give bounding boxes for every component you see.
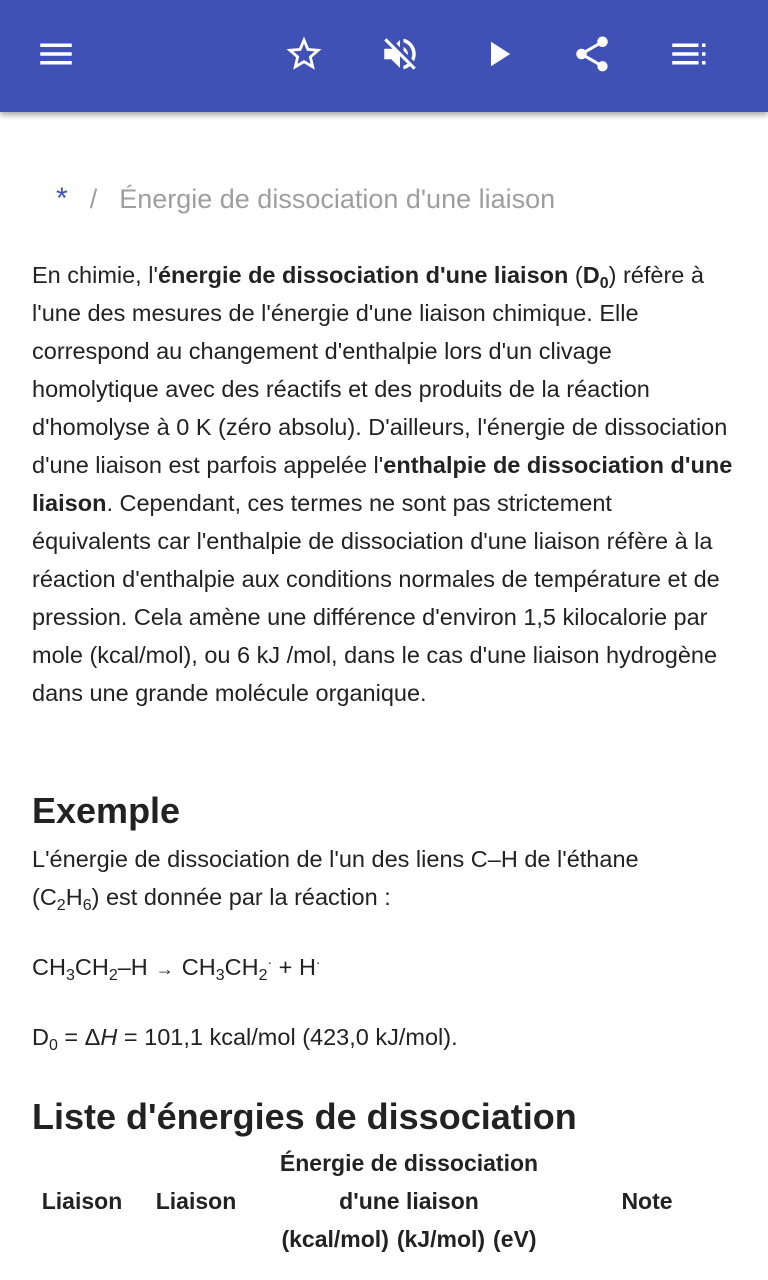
col-liaison-1: Liaison <box>41 1188 123 1214</box>
text-fragment: (C <box>32 884 57 910</box>
dissociation-table <box>32 1142 736 1260</box>
col-note: Note <box>621 1188 673 1214</box>
text-fragment: H <box>65 884 83 910</box>
intro-bold-term: enthalpie de dissociation d'une liaison <box>32 452 733 516</box>
breadcrumb <box>56 182 555 216</box>
example-line-2 <box>32 878 391 916</box>
col-liaison-2: Liaison <box>155 1188 237 1214</box>
col-energy-line-2: d'une liaison <box>339 1188 479 1214</box>
formula-part: CH <box>181 954 216 980</box>
intro-text: ( <box>568 262 583 288</box>
example-heading: Exemple <box>32 790 181 831</box>
intro-text: . Cependant, ces termes ne sont pas strictement équivalents car l'enthalpie de dissociation d'une liaison réfère à la réaction d'enthalpie aux conditions normales de température et de pression. Cela amène une différence d'environ 1,5 kilocalorie par mole (kcal/mol), ou 6 kJ /mol, dans le cas d'une liaison hydrogène dans une grande molécule organique. <box>32 490 720 706</box>
subscript: 2 <box>56 897 66 914</box>
intro-text: En chimie, l' <box>32 262 158 288</box>
mute-button[interactable] <box>372 28 428 84</box>
table-header-row <box>32 1142 736 1260</box>
formula-part: CH <box>32 954 66 980</box>
app-bar <box>0 0 768 112</box>
subscript: 3 <box>215 967 225 984</box>
symbol-d: D <box>582 262 600 288</box>
intro-bold-symbol <box>582 262 609 292</box>
unit-ev: (eV) <box>493 1226 537 1252</box>
formula-part: + H <box>272 954 316 980</box>
hamburger-menu-icon <box>35 33 77 80</box>
subscript: 3 <box>65 967 75 984</box>
formula-italic: H <box>100 1024 118 1050</box>
menu-button[interactable] <box>28 28 84 84</box>
star-outline-icon <box>283 33 325 80</box>
share-button[interactable] <box>564 28 620 84</box>
energy-equation <box>32 1018 458 1056</box>
breadcrumb-current: Énergie de dissociation d'une liaison <box>119 184 556 214</box>
example-line-1: L'énergie de dissociation de l'un des liens C–H de l'éthane <box>32 846 639 872</box>
list-icon <box>667 33 709 80</box>
reaction-arrow: → <box>155 959 174 979</box>
intro-bold-term: énergie de dissociation d'une liaison <box>157 262 569 288</box>
intro-paragraph <box>32 256 736 712</box>
formula-part: = Δ <box>57 1024 101 1050</box>
subscript: 2 <box>108 967 118 984</box>
col-energy-line-1: Énergie de dissociation <box>279 1150 539 1176</box>
subscript: 6 <box>82 897 92 914</box>
share-icon <box>571 33 613 80</box>
breadcrumb-home-link[interactable]: * <box>56 182 68 215</box>
radical-dot: · <box>267 954 273 970</box>
radical-dot: · <box>315 954 321 970</box>
col-energy <box>260 1142 558 1260</box>
intro-text: ) réfère à l'une des mesures de l'énergie d'une liaison chimique. Elle correspond au changement d'enthalpie lors d'un clivage homolytique avec des réactifs et des produits de la réaction d'homolyse à 0 K (zéro absolu). D'ailleurs, l'énergie de dissociation d'une liaison est parfois appelée l' <box>32 262 728 478</box>
play-icon <box>477 33 519 80</box>
unit-kj: (kJ/mol) <box>396 1226 486 1252</box>
toc-button[interactable] <box>660 28 716 84</box>
breadcrumb-separator: / <box>89 184 98 214</box>
col-energy-units <box>264 1220 554 1258</box>
formula-part: D <box>32 1024 49 1050</box>
formula-part: –H <box>117 954 148 980</box>
formula-part: CH <box>224 954 259 980</box>
subscript: 2 <box>258 967 268 984</box>
list-heading: Liste d'énergies de dissociation <box>32 1096 577 1137</box>
text-fragment: ) est donnée par la réaction : <box>91 884 391 910</box>
unit-kcal: (kcal/mol) <box>281 1226 389 1252</box>
volume-off-icon <box>379 33 421 80</box>
favorite-button[interactable] <box>276 28 332 84</box>
formula-part: = 101,1 kcal/mol (423,0 kJ/mol). <box>117 1024 458 1050</box>
play-button[interactable] <box>470 28 526 84</box>
symbol-subscript: 0 <box>599 275 609 292</box>
formula-part: CH <box>74 954 109 980</box>
reaction-equation <box>32 948 321 988</box>
subscript: 0 <box>48 1037 58 1054</box>
